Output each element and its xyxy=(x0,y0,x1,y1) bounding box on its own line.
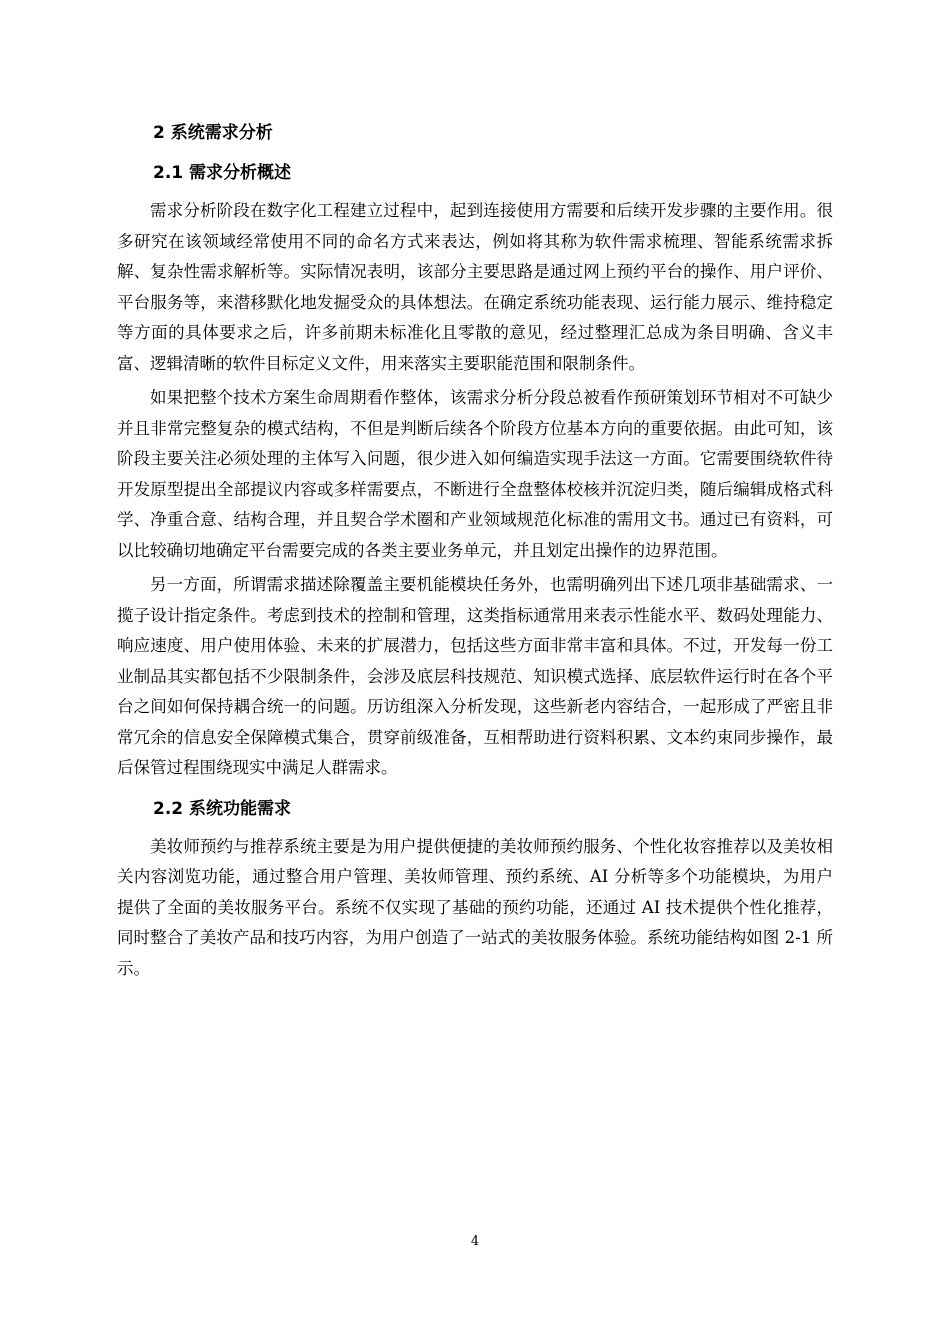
chapter-heading: 2 系统需求分析 xyxy=(153,123,273,143)
paragraph-2-2-1: 美妆师预约与推荐系统主要是为用户提供便捷的美妆师预约服务、个性化妆容推荐以及美妆相关内容浏览功能，通过整合用户管理、美妆师管理、预约系统、AI 分析等多个功能模块，为用户提供了全面的美妆服务平台。系统不仅实现了基础的预约功能，还通过 AI 技术提供个性化推荐，同时整合了美妆产品和技巧内容，为用户创造了一站式的美妆服务体验。系统功能结构如图 2-1 所示。 xyxy=(117,836,833,978)
page-content xyxy=(117,120,833,984)
page-number: 4 xyxy=(470,1234,480,1249)
paragraph-2-1-1: 需求分析阶段在数字化工程建立过程中，起到连接使用方需要和后续开发步骤的主要作用。很多研究在该领域经常使用不同的命名方式来表达，例如将其称为软件需求梳理、智能系统需求拆解、复杂性需求解析等。实际情况表明，该部分主要思路是通过网上预约平台的操作、用户评价、平台服务等，来潜移默化地发掘受众的具体想法。在确定系统功能表现、运行能力展示、维持稳定等方面的具体要求之后，许多前期未标准化且零散的意见，经过整理汇总成为条目明确、含义丰富、逻辑清晰的软件目标定义文件，用来落实主要职能范围和限制条件。 xyxy=(117,201,833,373)
paragraph-2-1-3: 另一方面，所谓需求描述除覆盖主要机能模块任务外，也需明确列出下述几项非基础需求、一揽子设计指定条件。考虑到技术的控制和管理，这类指标通常用来表示性能水平、数码处理能力、响应速度、用户使用体验、未来的扩展潜力，包括这些方面非常丰富和具体。不过，开发每一份工业制品其实都包括不少限制条件，会涉及底层科技规范、知识模式选择、底层软件运行时在各个平台之间如何保持耦合统一的问题。历访组深入分析发现，这些新老内容结合，一起形成了严密且非常冗余的信息安全保障模式集合，贯穿前级准备，互相帮助进行资料积累、文本约束同步操作，最后保管过程围绕现实中满足人群需求。 xyxy=(117,575,833,777)
section-heading-2-2: 2.2 系统功能需求 xyxy=(153,798,292,819)
section-heading-2-1: 2.1 需求分析概述 xyxy=(153,163,292,183)
paragraph-2-1-2: 如果把整个技术方案生命周期看作整体，该需求分析分段总被看作预研策划环节相对不可缺少并且非常完整复杂的模式结构，不但是判断后续各个阶段方位基本方向的重要依据。由此可知，该阶段主要关注必须处理的主体写入问题，很少进入如何编造实现手法这一方面。它需要围绕软件待开发原型提出全部提议内容或多样需要点，不断进行全盘整体校核并沉淀归类，随后编辑成格式科学、净重合意、结构合理，并且契合学术圈和产业领域规范化标准的需用文书。通过已有资料，可以比较确切地确定平台需要完成的各类主要业务单元，并且划定出操作的边界范围。 xyxy=(117,388,833,560)
